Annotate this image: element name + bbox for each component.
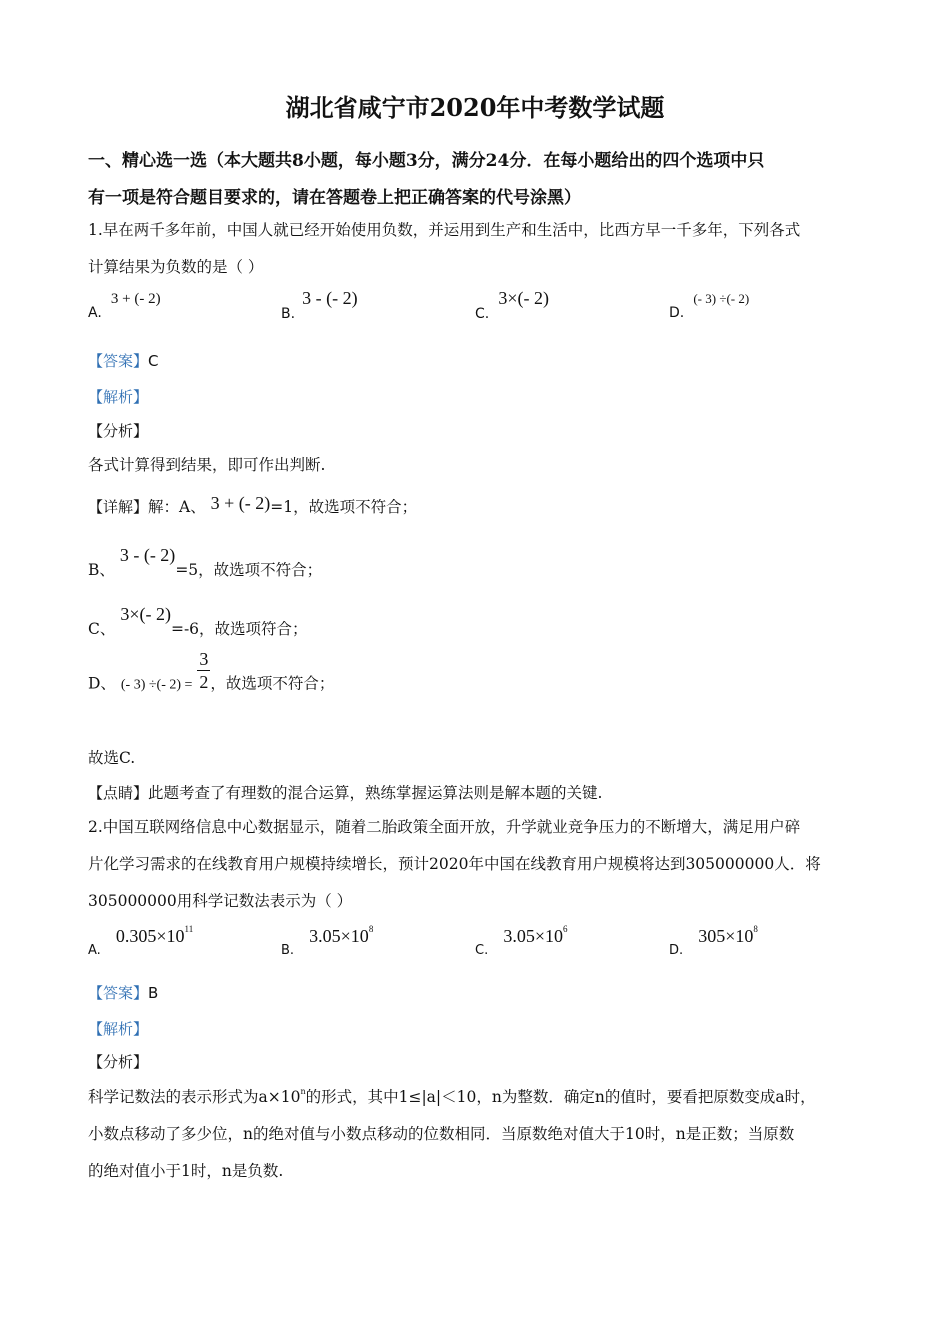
option-label: C.	[475, 306, 490, 322]
q2-text-line2: 片化学习需求的在线教育用户规模持续增长，预计2020年中国在线教育用户规模将达到305000000人．将	[88, 855, 821, 873]
q2-fenxi-line3: 的绝对值小于1时，n是负数.	[88, 1162, 284, 1180]
q1-answer	[88, 350, 159, 371]
fraction	[197, 648, 210, 693]
detail-c-suffix: =-6，故选项符合；	[170, 620, 308, 638]
detail-d-prefix: D、	[88, 674, 116, 693]
option-exponent: 8	[368, 924, 374, 934]
q2-text-line3: 305000000用科学记数法表示为（ ）	[88, 892, 353, 910]
option-exponent: 6	[562, 924, 568, 934]
option-label: D.	[669, 943, 684, 958]
detail-c-prefix: C、	[88, 620, 116, 638]
q2-fenxi-tag: 【分析】	[88, 1053, 149, 1071]
answer-tag: 【答案】	[88, 984, 149, 1002]
q2-fenxi-line2: 小数点移动了多少位，n的绝对值与小数点移动的位数相同．当原数绝对值大于10时，n是正数；当原数	[88, 1125, 795, 1143]
dianjing-text: 此题考查了有理数的混合运算，熟练掌握运算法则是解本题的关键.	[148, 784, 603, 802]
detail-c-expr: 3×(- 2)	[120, 604, 171, 624]
detail-a-suffix: =1，故选项不符合；	[270, 498, 418, 516]
fraction-numerator: 3	[199, 649, 209, 669]
detail-a-prefix: 解：A、	[148, 498, 206, 516]
q1-detail-d	[88, 649, 335, 707]
option-base: 0.305×10	[115, 926, 185, 946]
q1-dianjing	[88, 781, 602, 803]
option-label: C.	[475, 943, 489, 958]
q1-choose: 故选C.	[88, 749, 136, 767]
detail-b-expr: 3 - (- 2)	[119, 545, 176, 565]
answer-tag: 【答案】	[88, 352, 149, 370]
q1-text-line2: 计算结果为负数的是（ ）	[88, 258, 264, 276]
q2-fenxi-line1	[88, 1085, 816, 1107]
detail-tag: 【详解】	[88, 498, 149, 516]
detail-d-suffix: ，故选项不符合；	[210, 674, 335, 693]
q1-option-d	[669, 288, 750, 321]
option-exponent: 8	[753, 924, 758, 934]
q2-option-c	[475, 924, 568, 958]
q1-detail-c	[88, 603, 308, 638]
q1-fenxi-tag: 【分析】	[88, 422, 149, 440]
option-exponent: 11	[184, 924, 194, 934]
q1-option-a	[88, 288, 161, 321]
q2-option-a	[88, 924, 194, 958]
option-label: B.	[281, 306, 296, 322]
q2-text-line1: 2.中国互联网络信息中心数据显示，随着二胎政策全面开放，升学就业竞争压力的不断增大，满足用户碎	[88, 818, 801, 836]
option-expr	[698, 926, 758, 946]
option-expr: 3 + (- 2)	[110, 291, 161, 307]
section-heading-line1: 一、精心选一选（本大题共8小题，每小题3分，满分24分．在每小题给出的四个选项中只	[88, 151, 765, 171]
option-base: 3.05×10	[309, 926, 369, 946]
q1-text-line1: 1.早在两千多年前，中国人就已经开始使用负数，并运用到生产和生活中，比西方早一千多年，下列各式	[88, 221, 801, 239]
option-label: A.	[88, 305, 102, 321]
fenxi-text-a: 科学记数法的表示形式为a×10	[88, 1088, 301, 1106]
q1-fenxi-text: 各式计算得到结果，即可作出判断.	[88, 456, 326, 474]
option-label: A.	[88, 943, 101, 958]
option-label: D.	[669, 305, 685, 321]
q1-detail-b	[88, 544, 323, 579]
q2-analysis-tag: 【解析】	[88, 1020, 149, 1038]
q2-answer	[88, 982, 158, 1003]
fenxi-superscript: n	[300, 1087, 306, 1096]
detail-d-expr: (- 3) ÷(- 2) =	[120, 677, 193, 693]
option-expr	[309, 926, 373, 946]
option-expr: 3×(- 2)	[498, 288, 549, 308]
q1-analysis-tag: 【解析】	[88, 388, 149, 406]
q1-detail-a	[88, 495, 417, 517]
detail-b-prefix: B、	[88, 561, 115, 579]
fraction-denominator: 2	[199, 672, 209, 692]
option-label: B.	[281, 943, 295, 958]
q2-option-d	[669, 924, 758, 958]
option-base: 305×10	[698, 926, 754, 946]
answer-value: B	[148, 984, 159, 1002]
q1-option-b	[281, 288, 358, 322]
detail-b-suffix: =5，故选项不符合；	[175, 561, 323, 579]
dianjing-tag: 【点睛】	[88, 784, 149, 802]
page-title: 湖北省咸宁市2020年中考数学试题	[285, 93, 665, 122]
option-base: 3.05×10	[503, 926, 563, 946]
q1-option-c	[475, 288, 549, 322]
q2-option-b	[281, 924, 374, 958]
option-expr: 3 - (- 2)	[302, 288, 358, 308]
fenxi-text-b: 的形式，其中1≤|a|＜10，n为整数．确定n的值时，要看把原数变成a时，	[305, 1088, 816, 1106]
option-expr	[116, 926, 193, 946]
option-expr: (- 3) ÷(- 2)	[693, 291, 750, 306]
detail-a-expr: 3 + (- 2)	[210, 493, 271, 513]
answer-value: C	[148, 352, 159, 370]
option-expr	[503, 926, 567, 946]
section-heading-line2: 有一项是符合题目要求的，请在答题卷上把正确答案的代号涂黑）	[88, 188, 581, 208]
